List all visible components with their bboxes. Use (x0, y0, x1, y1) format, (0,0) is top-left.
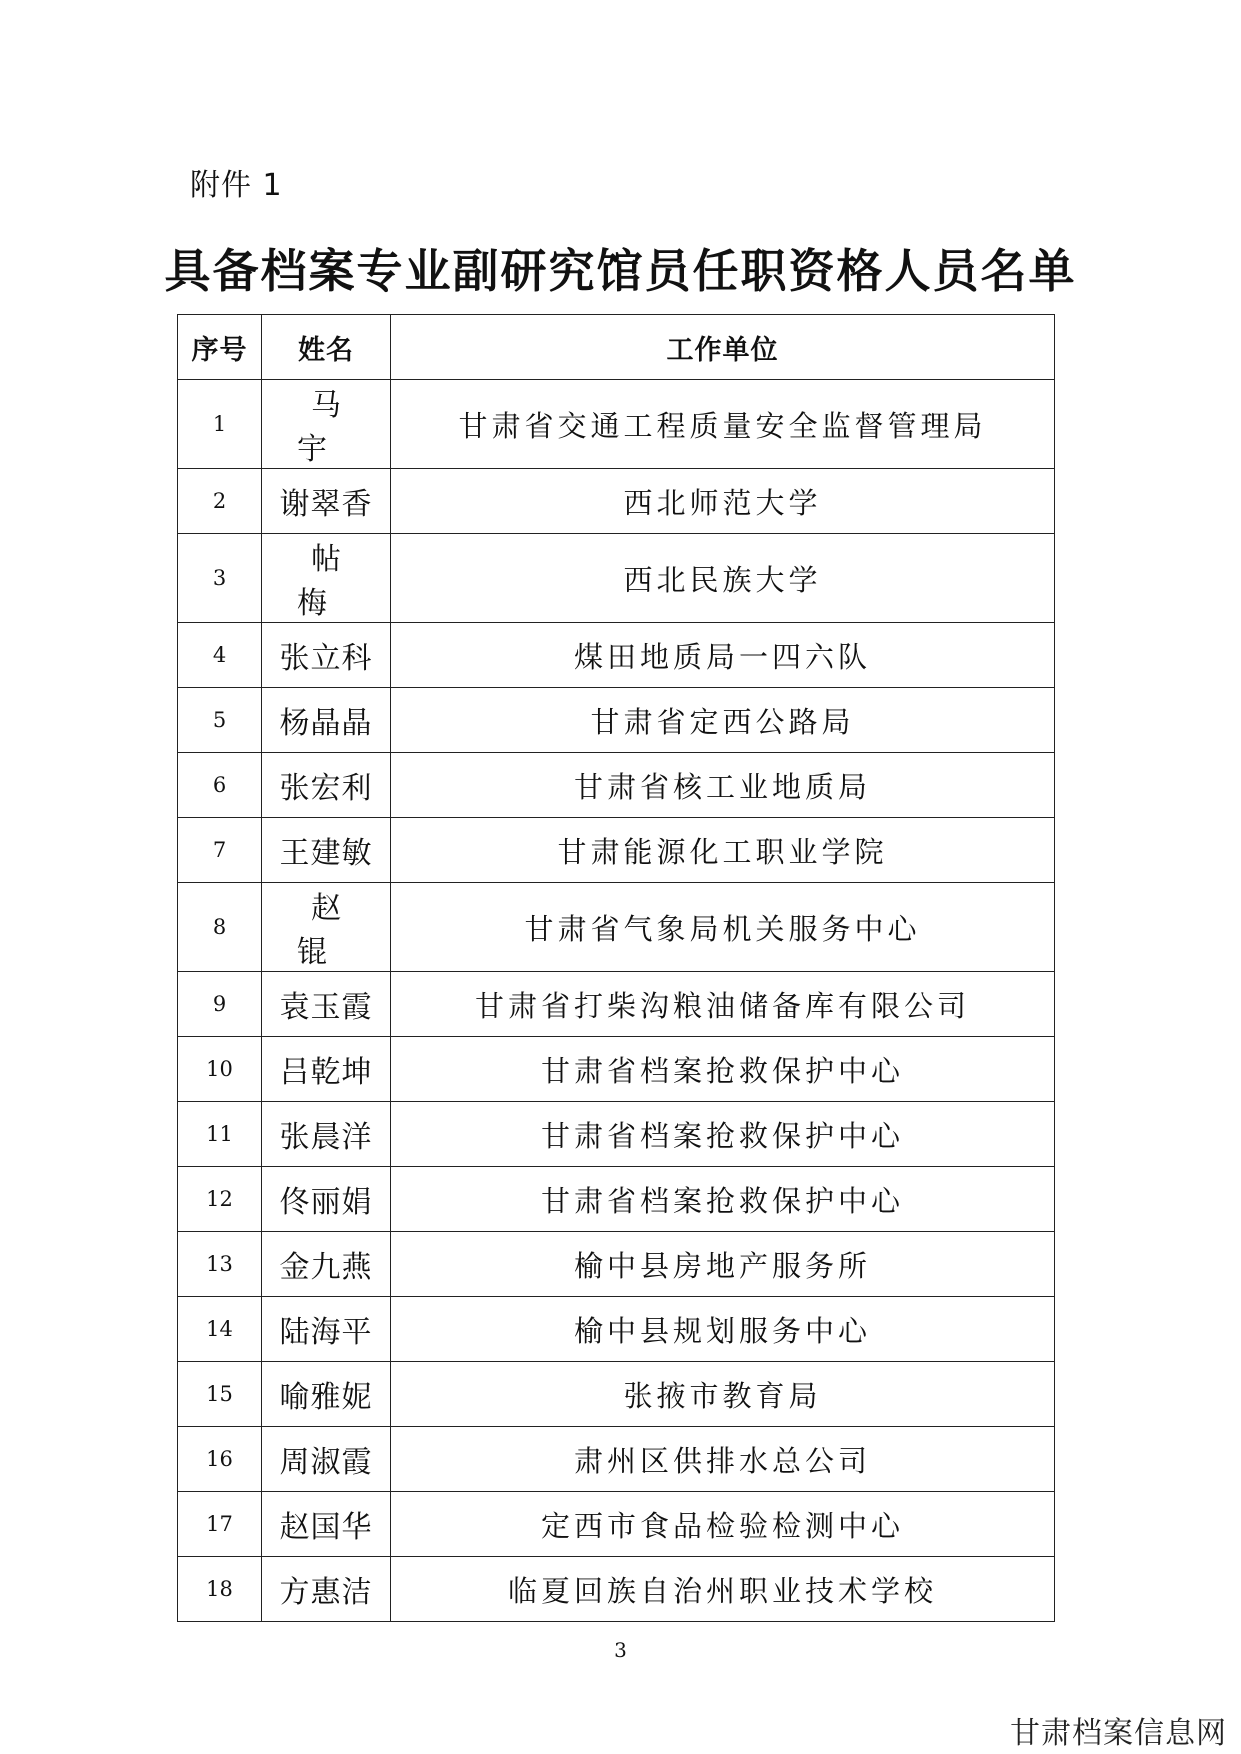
row-name: 赵国华 (262, 1492, 391, 1557)
row-seq: 16 (178, 1427, 262, 1492)
header-name: 姓名 (262, 315, 391, 380)
table-row (178, 753, 1055, 818)
row-name: 帖梅 (262, 534, 391, 623)
table-row (178, 1362, 1055, 1427)
row-name: 喻雅妮 (262, 1362, 391, 1427)
row-unit: 肃州区供排水总公司 (391, 1427, 1055, 1492)
row-unit: 甘肃省档案抢救保护中心 (391, 1102, 1055, 1167)
table-row (178, 972, 1055, 1037)
table-row (178, 883, 1055, 972)
header-seq: 序号 (178, 315, 262, 380)
row-seq: 17 (178, 1492, 262, 1557)
table-row (178, 1102, 1055, 1167)
row-seq: 2 (178, 469, 262, 534)
row-unit: 甘肃省气象局机关服务中心 (391, 883, 1055, 972)
row-seq: 12 (178, 1167, 262, 1232)
row-unit: 甘肃省核工业地质局 (391, 753, 1055, 818)
header-unit: 工作单位 (391, 315, 1055, 380)
table-row (178, 1297, 1055, 1362)
row-name: 周淑霞 (262, 1427, 391, 1492)
row-unit: 榆中县房地产服务所 (391, 1232, 1055, 1297)
row-unit: 甘肃能源化工职业学院 (391, 818, 1055, 883)
table-header-row (178, 315, 1055, 380)
row-unit: 西北师范大学 (391, 469, 1055, 534)
row-seq: 13 (178, 1232, 262, 1297)
table-row (178, 818, 1055, 883)
row-seq: 5 (178, 688, 262, 753)
row-seq: 9 (178, 972, 262, 1037)
row-name: 袁玉霞 (262, 972, 391, 1037)
row-unit: 甘肃省交通工程质量安全监督管理局 (391, 380, 1055, 469)
row-unit: 张掖市教育局 (391, 1362, 1055, 1427)
table-row (178, 534, 1055, 623)
row-seq: 1 (178, 380, 262, 469)
row-name: 陆海平 (262, 1297, 391, 1362)
row-unit: 甘肃省打柴沟粮油储备库有限公司 (391, 972, 1055, 1037)
row-unit: 榆中县规划服务中心 (391, 1297, 1055, 1362)
row-unit: 临夏回族自治州职业技术学校 (391, 1557, 1055, 1622)
row-unit: 定西市食品检验检测中心 (391, 1492, 1055, 1557)
row-seq: 4 (178, 623, 262, 688)
row-name: 张宏利 (262, 753, 391, 818)
table-row (178, 688, 1055, 753)
qualified-personnel-table (177, 314, 1055, 1622)
table-row (178, 1232, 1055, 1297)
row-name: 吕乾坤 (262, 1037, 391, 1102)
row-name: 张晨洋 (262, 1102, 391, 1167)
row-unit: 西北民族大学 (391, 534, 1055, 623)
row-seq: 18 (178, 1557, 262, 1622)
attachment-label: 附件 1 (190, 168, 283, 203)
row-name: 金九燕 (262, 1232, 391, 1297)
row-name: 王建敏 (262, 818, 391, 883)
row-name: 赵锟 (262, 883, 391, 972)
page-number: 3 (614, 1638, 627, 1662)
row-name: 杨晶晶 (262, 688, 391, 753)
row-unit: 甘肃省档案抢救保护中心 (391, 1037, 1055, 1102)
row-seq: 11 (178, 1102, 262, 1167)
row-unit: 甘肃省定西公路局 (391, 688, 1055, 753)
row-unit: 甘肃省档案抢救保护中心 (391, 1167, 1055, 1232)
source-watermark: 甘肃档案信息网 (1010, 1716, 1227, 1751)
row-name: 张立科 (262, 623, 391, 688)
row-seq: 15 (178, 1362, 262, 1427)
row-name: 谢翠香 (262, 469, 391, 534)
table-row (178, 1037, 1055, 1102)
row-name: 方惠洁 (262, 1557, 391, 1622)
row-seq: 3 (178, 534, 262, 623)
table-row (178, 1557, 1055, 1622)
row-seq: 10 (178, 1037, 262, 1102)
row-seq: 14 (178, 1297, 262, 1362)
row-name: 马宇 (262, 380, 391, 469)
table-row (178, 380, 1055, 469)
row-name: 佟丽娟 (262, 1167, 391, 1232)
table-row (178, 469, 1055, 534)
row-seq: 8 (178, 883, 262, 972)
document-title: 具备档案专业副研究馆员任职资格人员名单 (164, 244, 1077, 298)
row-unit: 煤田地质局一四六队 (391, 623, 1055, 688)
table-row (178, 1427, 1055, 1492)
row-seq: 6 (178, 753, 262, 818)
table-row (178, 1167, 1055, 1232)
table-row (178, 623, 1055, 688)
row-seq: 7 (178, 818, 262, 883)
table-row (178, 1492, 1055, 1557)
